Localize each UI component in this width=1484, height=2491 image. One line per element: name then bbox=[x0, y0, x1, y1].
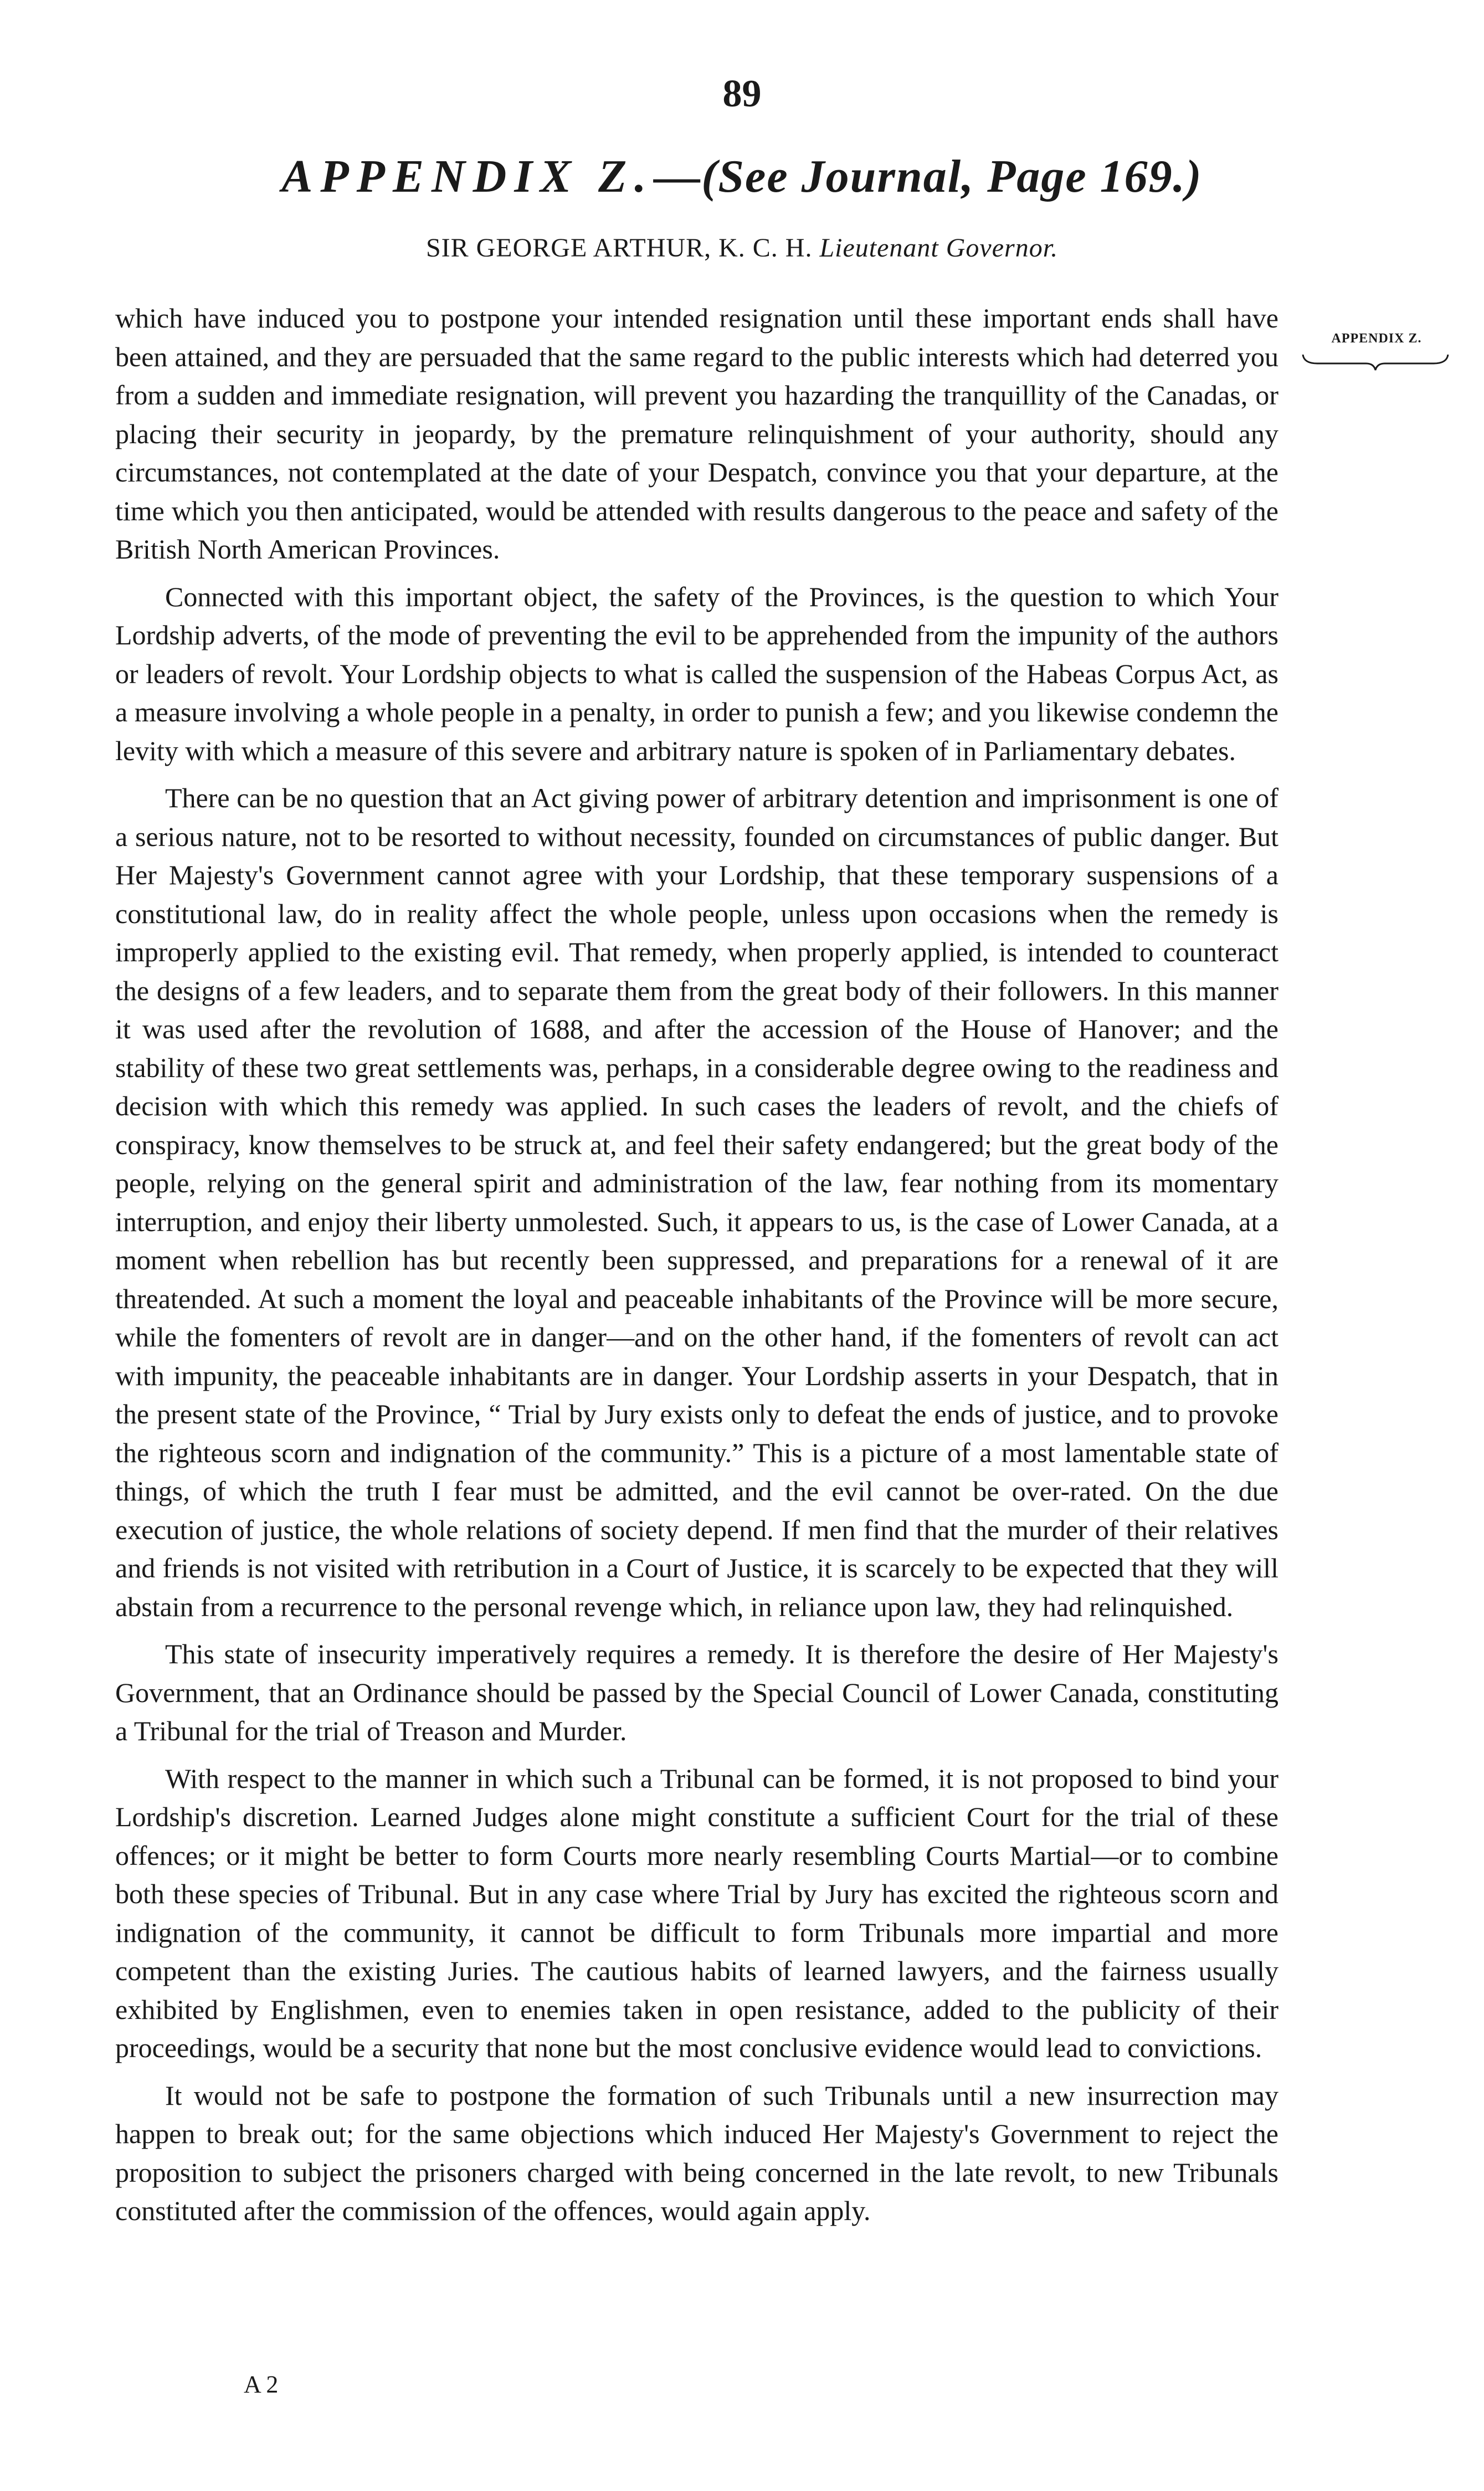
running-subheading bbox=[0, 233, 1484, 263]
margin-note: APPENDIX Z. bbox=[1331, 331, 1422, 346]
paragraph: It would not be safe to postpone the formation of such Tribunals until a new insurrection may happen to break out; for the same objections which induced Her Majesty's Government to reject the proposition to subject the prisoners charged with being concerned in the late revolt, to new Tribunals constituted after the commission of the offences, would again apply. bbox=[115, 2079, 1278, 2226]
signature-mark: A 2 bbox=[244, 2371, 279, 2398]
journal-reference: —(See Journal, Page 169.) bbox=[654, 151, 1203, 202]
paragraph: With respect to the manner in which such a Tribunal can be formed, it is not proposed to bind your Lordship's discretion. Learned Judges alone might constitute a sufficient Court for the trial of these offences; or it might be better to form Courts more nearly resembling Courts Martial—or to combine both these species of Tribunal. But in any case where Trial by Jury has excited the righteous scorn and indignation of the community, it cannot be difficult to form Tribunals more impartial and more competent than the existing Juries. The cautious habits of learned lawyers, and the fairness usually exhibited by Englishmen, even to enemies taken in open resistance, added to the publicity of their proceedings, would be a security that none but the most conclusive evidence would lead to convictions. bbox=[115, 1762, 1278, 2063]
paragraph: There can be no question that an Act giving power of arbitrary detention and imprisonment is one of a serious nature, not to be resorted to without necessity, founded on circumstances of public danger. But Her Majesty's Government cannot agree with your Lordship, that these temporary suspensions of a constitutional law, do in reality affect the whole people, unless upon occasions when the remedy is improperly applied to the existing evil. That remedy, when properly applied, is intended to counteract the designs of a few leaders, and to separate them from the great body of their followers. In this manner it was used after the revolution of 1688, and after the accession of the House of Hanover; and the stability of these two great settlements was, perhaps, in a considerable degree owing to the readiness and decision with which this remedy was applied. In such cases the leaders of revolt, and the chiefs of conspiracy, know themselves to be struck at, and feel their safety endangered; but the great body of the people, relying on the general spirit and administration of the law, fear nothing from its momentary interruption, and enjoy their liberty unmolested. Such, it appears to us, is the case of Lower Canada, at a moment when rebellion has but recently been suppressed, and preparations for a renewal of it are threatended. At such a moment the loyal and peaceable inhabitants of the Province will be more secure, while the fomenters of revolt are in danger—and on the other hand, if the fomenters of revolt can act with impunity, the peaceable inhabitants are in danger. Your Lordship asserts in your Despatch, that in the present state of the Province, “ Trial by Jury exists only to defeat the ends of justice, and to provoke the righteous scorn and indignation of the community.” This is a picture of a most lamentable state of things, of which the truth I fear must be admitted, and the evil cannot be over-rated. On the due execution of justice, the whole relations of society depend. If men find that the murder of their relatives and friends is not visited with retribution in a Court of Justice, it is scarcely to be expected that they will abstain from a recurrence to the personal revenge which, in reliance upon law, they had relinquished. bbox=[115, 782, 1278, 1622]
author-office: Lieutenant Governor. bbox=[819, 233, 1059, 263]
body-text bbox=[115, 299, 1278, 2239]
margin-brace-icon bbox=[1301, 352, 1450, 372]
author-name: SIR GEORGE ARTHUR, K. C. H. bbox=[425, 233, 813, 263]
paragraph: Connected with this important object, the safety of the Provinces, is the question to which Your Lordship adverts, of the mode of preventing the evil to be apprehended from the impunity of the authors or leaders of revolt. Your Lordship objects to what is called the suspension of the Habeas Corpus Act, as a measure involving a whole people in a penalty, in order to punish a few; and you likewise condemn the levity with which a measure of this severe and arbitrary nature is spoken of in Parliamentary debates. bbox=[115, 581, 1278, 766]
appendix-heading bbox=[0, 150, 1484, 203]
paragraph: which have induced you to postpone your intended resignation until these important ends shall have been attained, and they are persuaded that the same regard to the public interests which had deterred you from a sudden and immediate resignation, will prevent you hazarding the tranquillity of the Canadas, or placing their security in jeopardy, by the premature relinquishment of your authority, should any circumstances, not contemplated at the date of your Despatch, convince you that your departure, at the time which you then anticipated, would be attended with results dangerous to the peace and safety of the British North American Provinces. bbox=[115, 303, 1278, 565]
paragraph: This state of insecurity imperatively requires a remedy. It is therefore the desire of Her Majesty's Government, that an Ordinance should be passed by the Special Council of Lower Canada, constituting a Tribunal for the trial of Treason and Murder. bbox=[115, 1638, 1278, 1746]
appendix-title: APPENDIX Z. bbox=[281, 151, 654, 202]
page-number: 89 bbox=[722, 73, 762, 115]
